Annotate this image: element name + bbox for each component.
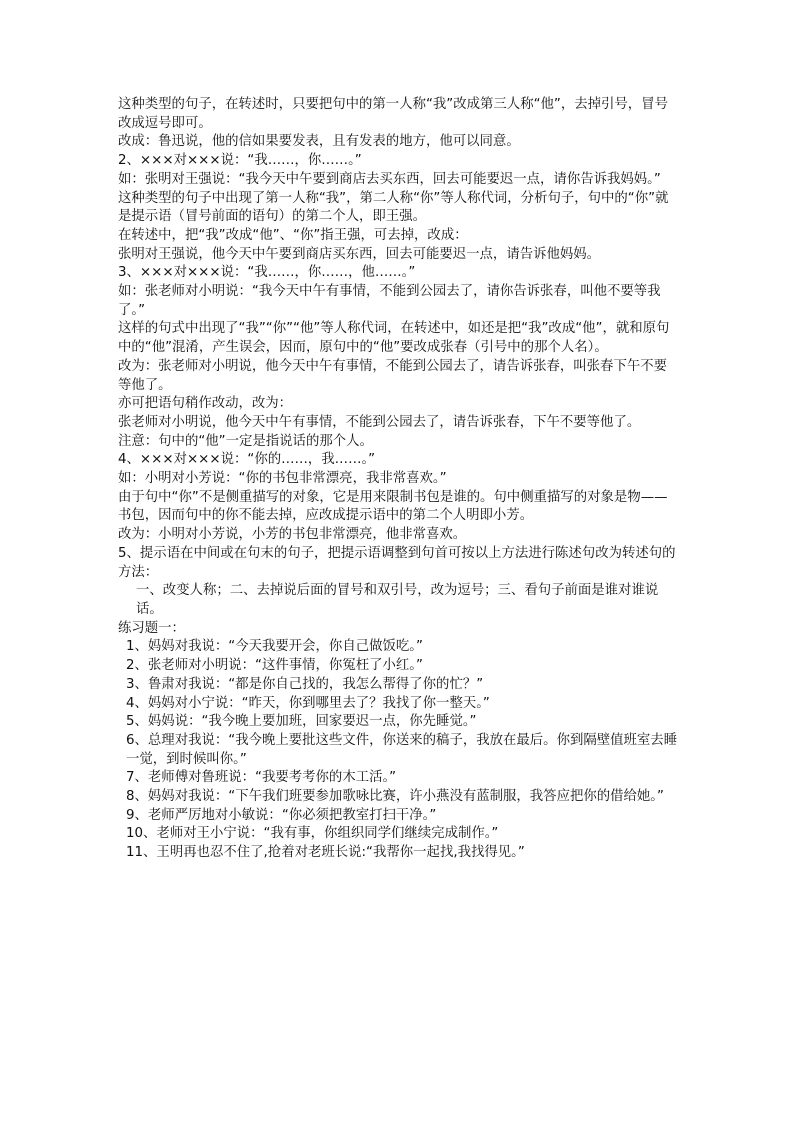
paragraph: 注意：句中的“他”一定是指说话的那个人。: [118, 433, 373, 449]
exercise-item: 8、妈妈对我说：“下午我们班要参加歌咏比赛，许小燕没有蓝制服，我答应把你的借给她。”: [126, 789, 664, 805]
paragraph: 3、×××对×××说：“我……，你……，他……。”: [118, 265, 416, 281]
paragraph: 由于句中“你”不是侧重描写的对象，它是用来限制书包是谁的。句中侧重描写的对象是物——书包，因而句中的你不能去掉，应改成提示语中的第二个人明即小芳。: [118, 489, 668, 524]
paragraph: 这种类型的句子中出现了第一人称“我”，第二人称“你”等人称代词，分析句子，句中的“你”就是提示语（冒号前面的语句）的第二个人，即王强。: [118, 190, 669, 225]
exercise-item: 6、总理对我说：“我今晚上要批这些文件，你送来的稿子，我放在最后。你到隔壁值班室去睡一觉，到时候叫你。”: [126, 732, 678, 767]
exercise-item: 5、妈妈说：“我今晚上要加班，回家要迟一点，你先睡觉。”: [126, 714, 477, 730]
exercise-item: 4、妈妈对小宁说：“昨天，你到哪里去了？我找了你一整天。”: [126, 695, 490, 711]
paragraph: 如：张明对王强说：“我今天中午要到商店去买东西，回去可能要迟一点，请你告诉我妈妈。”: [118, 171, 661, 187]
paragraph: 亦可把语句稍作改动，改为：: [118, 396, 293, 412]
paragraph: 张明对王强说，他今天中午要到商店买东西，回去可能要迟一点，请告诉他妈妈。: [118, 246, 601, 262]
exercise-item: 2、张老师对小明说：“这件事情，你冤枉了小红。”: [126, 658, 423, 674]
exercise-item: 10、老师对王小宁说：“我有事，你组织同学们继续完成制作。”: [126, 826, 499, 842]
exercise-item: 9、老师严厉地对小敏说：“你必须把教室打扫干净。”: [126, 807, 437, 823]
paragraph: 4、×××对×××说：“你的……，我……。”: [118, 452, 376, 468]
paragraph: 这种类型的句子，在转述时，只要把句中的第一人称“我”改成第三人称“他”，去掉引号，冒号改成逗号即可。: [118, 97, 668, 131]
paragraph: 张老师对小明说，他今天中午有事情，不能到公园去了，请告诉张春，下午不要等他了。: [118, 414, 641, 430]
exercise-item: 11、王明再也忍不住了,抢着对老班长说:“我帮你一起找,我找得见。”: [126, 845, 525, 861]
paragraph: 如：小明对小芳说：“你的书包非常漂亮，我非常喜欢。”: [118, 471, 447, 487]
paragraph: 改为：张老师对小明说，他今天中午有事情，不能到公园去了，请告诉张春，叫张春下午不要等他了。: [118, 358, 668, 393]
exercise-item: 3、鲁肃对我说：“都是你自己找的，我怎么帮得了你的忙？”: [126, 676, 484, 692]
paragraph: 这样的句式中出现了“我”“你”“他”等人称代词，在转述中，如还是把“我”改成“他”，就和原句中的“他”混淆，产生误会，因而，原句中的“他”要改成张春（引号中的那个人名）。: [118, 321, 670, 356]
paragraph: 5、提示语在中间或在句末的句子，把提示语调整到句首可按以上方法进行陈述句改为转述句的方法：: [118, 545, 676, 580]
paragraph: 如：张老师对小明说：“我今天中午有事情，不能到公园去了，请你告诉张春，叫他不要等我了。”: [118, 284, 661, 318]
exercise-item: 7、老师傅对鲁班说：“我要考考你的木工活。”: [126, 770, 397, 786]
paragraph: 一、改变人称；二、去掉说后面的冒号和双引号，改为逗号；三、看句子前面是谁对谁说话。: [136, 583, 659, 617]
exercise-heading: 练习题一：: [118, 620, 185, 636]
paragraph: 改成：鲁迅说，他的信如果要发表，且有发表的地方，他可以同意。: [118, 134, 520, 150]
paragraph: 2、×××对×××说：“我……，你……。”: [118, 153, 362, 169]
document-page: [118, 96, 678, 863]
exercise-item: 1、妈妈对我说：“今天我要开会，你自己做饭吃。”: [126, 639, 423, 655]
paragraph: 在转述中，把“我”改成“他”、“你”指王强，可去掉，改成：: [118, 227, 468, 243]
paragraph: 改为：小明对小芳说，小芳的书包非常漂亮，他非常喜欢。: [118, 527, 467, 543]
